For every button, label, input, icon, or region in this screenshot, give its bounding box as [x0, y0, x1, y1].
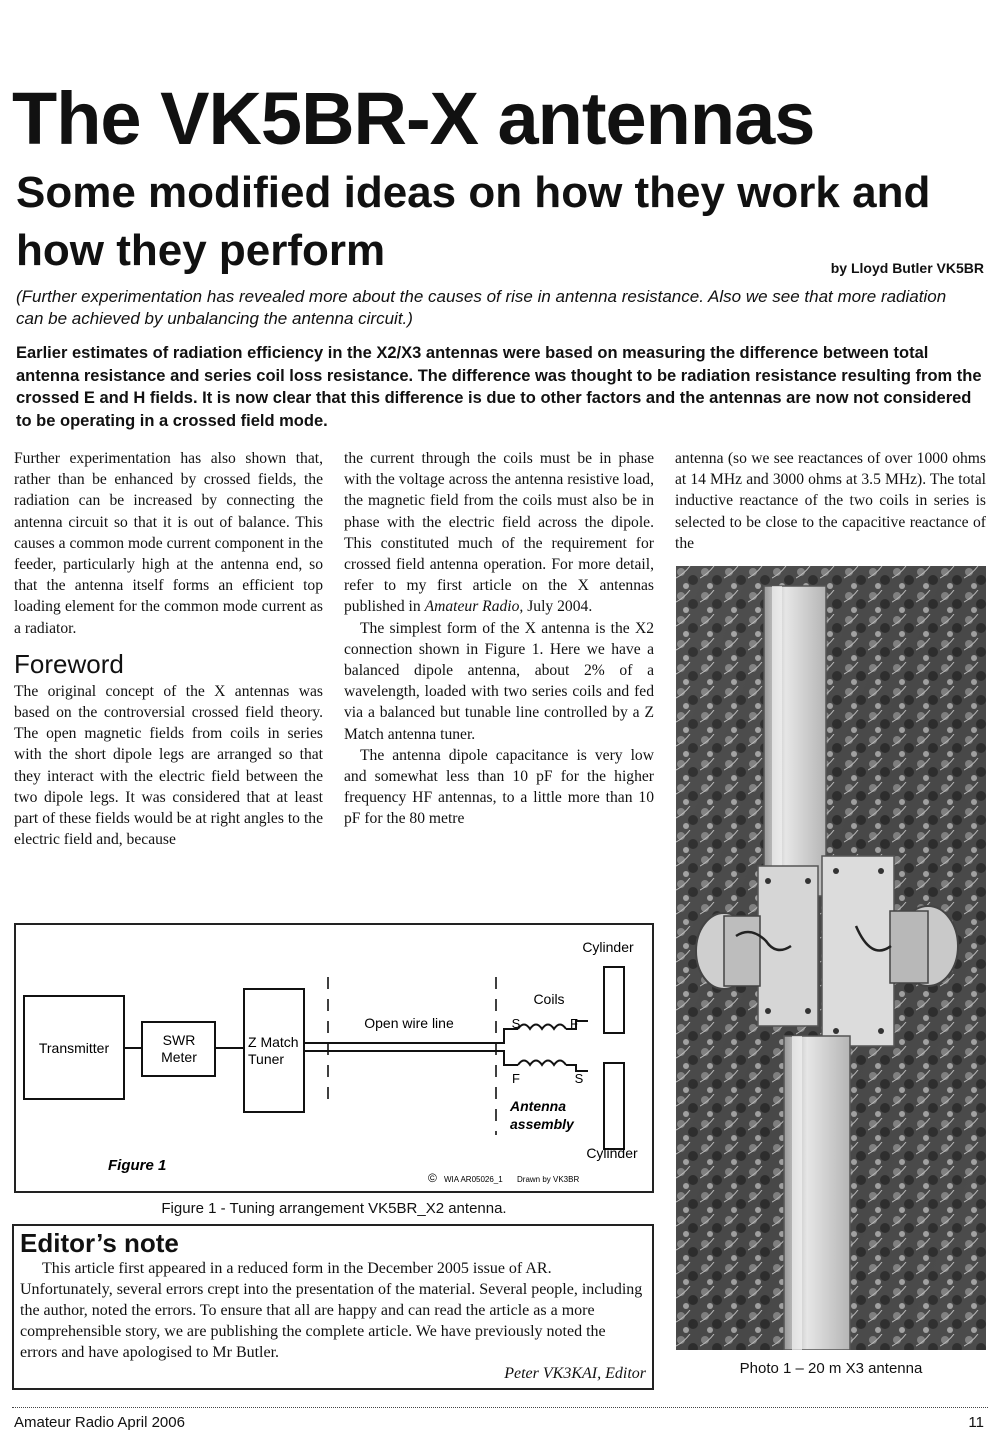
publication-reference: Amateur Radio, [424, 598, 524, 616]
lower-cylinder [604, 1063, 624, 1149]
cylinder-bottom-label: Cylinder [586, 1145, 638, 1161]
open-wire-label: Open wire line [364, 1015, 454, 1031]
column1-paragraph-2: The original concept of the X antennas was based on the controversial crossed field theory. The open magnetic fields from coils in series with the short dipole legs are arranged so that they interact with the electric field between the two dipole legs. It was considered that at least part of these fields would be at right angles to the electric field and, because [14, 682, 323, 849]
antenna-photo-image [676, 566, 986, 1350]
lower-coil [518, 1061, 566, 1066]
z-match-label-line1: Z Match [248, 1034, 299, 1050]
upper-feed-wire [494, 1029, 518, 1043]
page-number: 11 [968, 1414, 984, 1431]
coil-bottom-s-label: S [574, 1071, 584, 1086]
footer-publication: Amateur Radio April 2006 [14, 1414, 185, 1431]
editors-note-box [12, 1224, 654, 1390]
column1-paragraph-1: Further experimentation has also shown that, rather than be enhanced by crossed fields, the radiation can be increased by connecting the antenna circuit so that it is out of balance. This causes a common mode current component in the feeder, particularly high at the antenna end, so that the antenna itself forms an efficient top loading element for the common mode current as a radiator. [14, 450, 323, 637]
drawn-by-label: Drawn by VK3BR [517, 1175, 580, 1184]
photo-caption: Photo 1 – 20 m X3 antenna [739, 1360, 923, 1377]
swr-label-line1: SWR [162, 1032, 196, 1048]
column-1 [14, 448, 323, 850]
column2-paragraph-3: The antenna dipole capacitance is very low and somewhat less than 10 pF for the higher frequency HF antennas, to a little more than 10 pF for the 80 metre [344, 746, 654, 828]
antenna-assembly-label-line2: assembly [510, 1116, 574, 1132]
foreword-heading: Foreword [14, 648, 124, 679]
article-title: The VK5BR-X antennas [12, 77, 815, 160]
figure-1-label: Figure 1 [108, 1157, 167, 1174]
upper-coil [518, 1025, 566, 1030]
column2-paragraph-1 [344, 448, 654, 618]
transmitter-label: Transmitter [38, 1040, 110, 1056]
copyright-symbol: © [428, 1171, 437, 1185]
figure-1-diagram [16, 925, 652, 1191]
column-3 [675, 448, 986, 554]
intro-paragraph: Earlier estimates of radiation efficiency in the X2/X3 antennas were based on measuring the difference between total antenna resistance and series coil loss resistance. The difference was thought to be radiation resistance resulting from the crossed E and H fields. It is now clear that this difference is due to other factors and the antennas are now not considered to be operating in a crossed field mode. [16, 344, 982, 430]
column2-paragraph-1-text: the current through the coils must be in phase with the voltage across the antenna resistive load, the magnetic field from the coils must also be in phase with the electric field across the dipole. This constituted much of the requirement for crossed field antenna operation. For more detail, refer to my first article on the X antennas published in [344, 450, 654, 616]
lower-feed-wire [494, 1051, 518, 1065]
cylinder-top-label: Cylinder [582, 939, 634, 955]
figure-1-box [14, 923, 654, 1193]
byline: by Lloyd Butler VK5BR [830, 260, 984, 276]
coils-label: Coils [533, 991, 565, 1007]
coil-top-f-label: F [570, 1016, 578, 1031]
column3-paragraph-1: antenna (so we see reactances of over 1000 ohms at 14 MHz and 3000 ohms at 3.5 MHz). The total inductive reactance of the two coils in series is selected to be close to the capacitive reactance of the [675, 450, 986, 552]
z-match-label-line2: Tuner [248, 1051, 285, 1067]
figure-1-caption: Figure 1 - Tuning arrangement VK5BR_X2 antenna. [161, 1200, 507, 1217]
coil-top-s-label: S [511, 1016, 521, 1031]
column-2 [344, 448, 654, 830]
upper-cylinder [604, 967, 624, 1033]
antenna-assembly-label-line1: Antenna [510, 1098, 566, 1114]
publication-date: July 2004. [527, 598, 593, 616]
copyright-label: WIA AR05026_1 [444, 1175, 503, 1184]
antenna-photo [676, 566, 986, 1350]
column2-paragraph-2: The simplest form of the X antenna is the X2 connection shown in Figure 1. Here we have a balanced dipole antenna, about 2% of a wavelength, loaded with two series coils and fed via a balanced but tunable line controlled by a Z Match antenna tuner. [344, 619, 654, 743]
coil-bottom-f-label: F [512, 1071, 520, 1086]
editors-note-signature: Peter VK3KAI, Editor [504, 1365, 646, 1382]
lead-paragraph: (Further experimentation has revealed more about the causes of rise in antenna resistance. Also we see that more radiation can be achieved by unbalancing the antenna circuit.) [16, 287, 947, 328]
editors-note-heading: Editor’s note [20, 1228, 179, 1258]
swr-label-line2: Meter [161, 1049, 197, 1065]
article-subtitle: Some modified ideas on how they work and how they perform [16, 168, 931, 275]
footer-divider [12, 1407, 988, 1408]
editors-note-body: This article first appeared in a reduced form in the December 2005 issue of AR. Unfortunately, several errors crept into the presentation of the material. Several people, including the author, noted the errors. To ensure that all are happy and can read the article as a more comprehensible story, we are publishing the complete article. We have previously noted the errors and have apologised to Mr Butler. [20, 1260, 643, 1361]
